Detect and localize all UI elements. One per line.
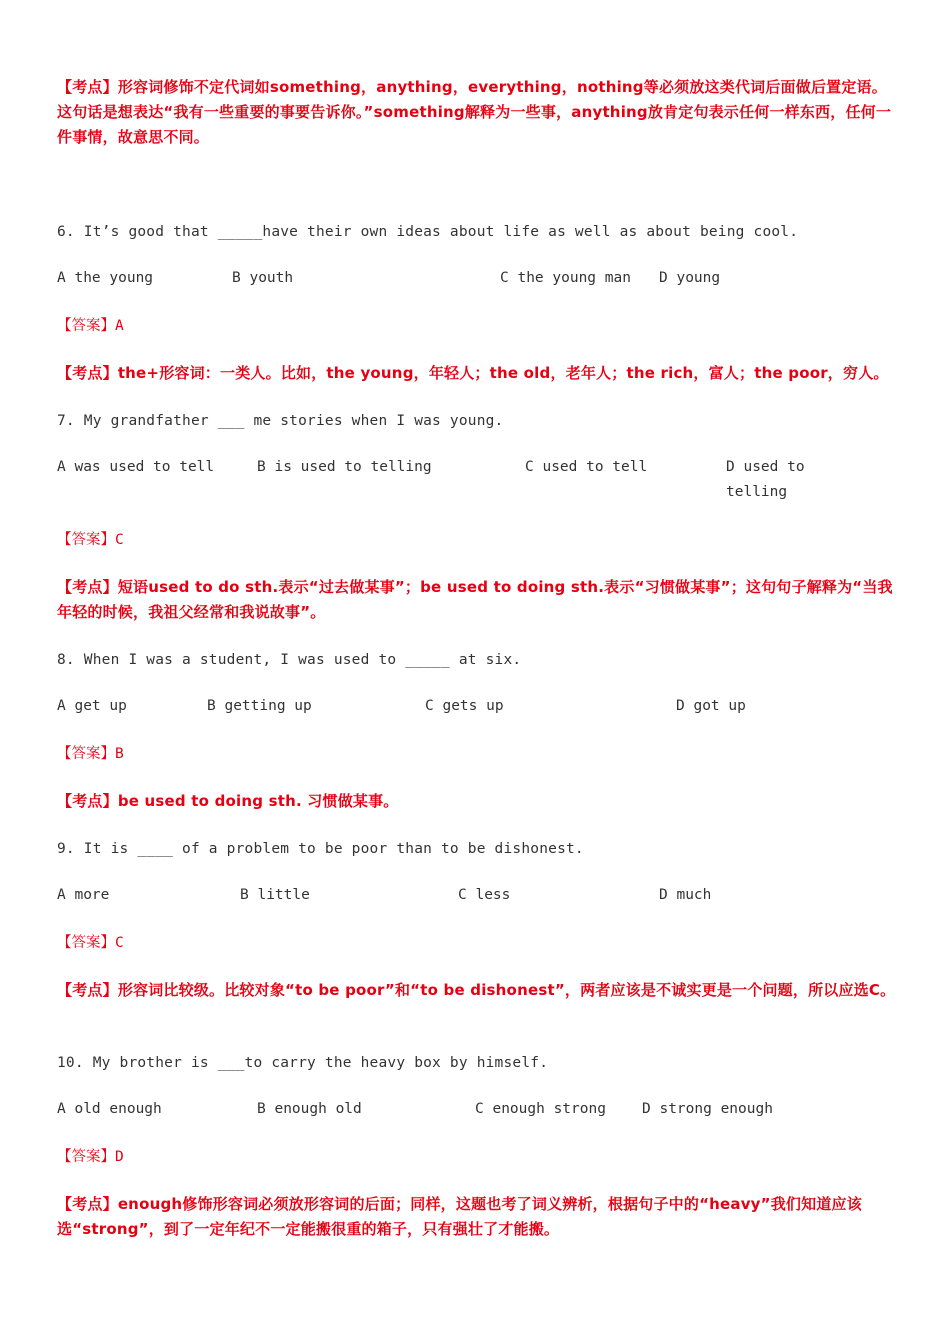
question-8-answer	[57, 742, 899, 766]
option-b: B getting up	[207, 698, 312, 714]
question-7-options	[57, 455, 899, 505]
analysis-label: 【考点】	[57, 364, 118, 382]
option-c: C enough strong	[475, 1101, 606, 1117]
answer-value: C	[115, 532, 124, 548]
question-6-answer	[57, 314, 899, 338]
analysis-text: 形容词比较级。比较对象“to be poor”和“to be dishonest”，两者应该是不诚实更是一个问题，所以应选C。	[117, 981, 896, 999]
question-7-analysis	[57, 575, 899, 625]
option-a: A the young	[57, 270, 154, 286]
question-6-analysis	[57, 361, 899, 386]
option-b: B enough old	[257, 1101, 362, 1117]
analysis-label: 【考点】	[57, 792, 118, 810]
question-7-stem: 7. My grandfather ___ me stories when I was young.	[57, 413, 504, 429]
analysis-text: 短语used to do sth.表示“过去做某事”；be used to doing sth.表示“习惯做某事”；这句句子解释为“当我年轻的时候，我祖父经常和我说故事”。	[57, 578, 893, 621]
analysis-text: 形容词修饰不定代词如something，anything，everything，nothing等必须放这类代词后面做后置定语。这句话是想表达“我有一些重要的事要告诉你。”something解释为一些事，anything放肯定句表示任何一样东西，任何一件事情，故意思不同。	[57, 78, 892, 146]
option-c: C the young man	[500, 270, 631, 286]
answer-value: B	[115, 746, 124, 762]
question-10-options	[57, 1097, 899, 1147]
answer-label: 【答案】	[57, 935, 115, 951]
analysis-label: 【考点】	[57, 578, 118, 596]
question-9-analysis	[57, 978, 899, 1003]
question-6-options	[57, 266, 899, 316]
answer-label: 【答案】	[57, 746, 115, 762]
answer-value: A	[115, 318, 124, 334]
option-b: B is used to telling	[257, 459, 432, 475]
option-d: D much	[659, 887, 712, 903]
option-b: B youth	[232, 270, 294, 286]
answer-label: 【答案】	[57, 532, 115, 548]
question-10-answer	[57, 1145, 899, 1169]
question-8-analysis	[57, 789, 899, 814]
option-d: D young	[659, 270, 721, 286]
option-d: D used to telling	[726, 459, 805, 500]
question-10-analysis	[57, 1192, 899, 1242]
analysis-text: enough修饰形容词必须放形容词的后面；同样，这题也考了词义辨析，根据句子中的“heavy”我们知道应该选“strong”，到了一定年纪不一定能搬很重的箱子，只有强壮了才能搬。	[57, 1195, 862, 1238]
analysis-label: 【考点】	[57, 981, 118, 999]
question-10-stem: 10. My brother is ___to carry the heavy box by himself.	[57, 1055, 549, 1071]
option-c: C gets up	[425, 698, 504, 714]
analysis-label: 【考点】	[57, 1195, 118, 1213]
analysis-text: be used to doing sth. 习惯做某事。	[117, 792, 399, 810]
answer-label: 【答案】	[57, 1149, 115, 1165]
question-8-options	[57, 694, 899, 744]
analysis-label: 【考点】	[57, 78, 118, 96]
question-7-answer	[57, 528, 899, 552]
answer-value: C	[115, 935, 124, 951]
option-c: C less	[458, 887, 511, 903]
question-9-answer	[57, 931, 899, 955]
answer-label: 【答案】	[57, 318, 115, 334]
question-6-stem: 6. It’s good that _____have their own ideas about life as well as about being cool.	[57, 224, 799, 240]
option-d: D strong enough	[642, 1101, 773, 1117]
question-8-stem: 8. When I was a student, I was used to _____ at six.	[57, 652, 522, 668]
answer-value: D	[115, 1149, 124, 1165]
option-a: A get up	[57, 698, 127, 714]
option-c: C used to tell	[525, 459, 648, 475]
option-d: D got up	[676, 698, 746, 714]
prev-analysis	[57, 75, 899, 150]
question-9-options	[57, 883, 899, 933]
option-b: B little	[240, 887, 310, 903]
option-a: A was used to tell	[57, 459, 215, 475]
option-a: A more	[57, 887, 110, 903]
question-9-stem: 9. It is ____ of a problem to be poor than to be dishonest.	[57, 841, 584, 857]
analysis-text: the+形容词：一类人。比如，the young，年轻人；the old，老年人；the rich，富人；the poor，穷人。	[117, 364, 889, 382]
option-a: A old enough	[57, 1101, 162, 1117]
